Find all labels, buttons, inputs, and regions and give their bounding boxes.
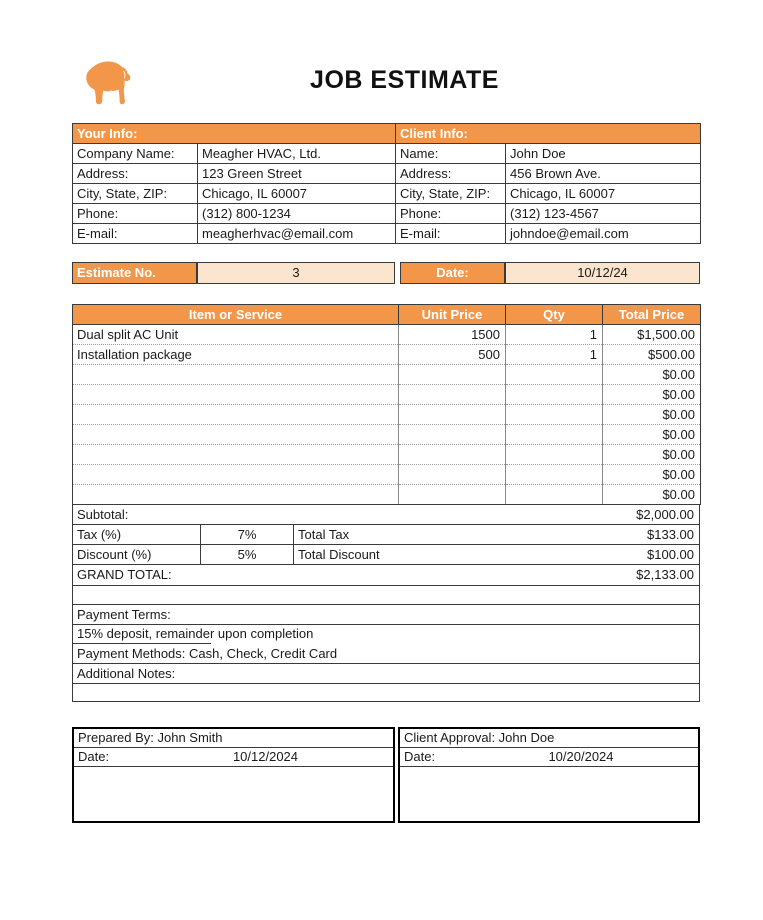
payment-section xyxy=(72,586,700,702)
qty-cell: 1 xyxy=(506,345,603,365)
signature-section xyxy=(72,727,700,823)
payment-terms-label: Payment Terms: xyxy=(73,605,699,625)
your-info-label: City, State, ZIP: xyxy=(73,184,198,204)
item-row xyxy=(73,405,701,425)
item-name-cell: Dual split AC Unit xyxy=(73,325,399,345)
client-info-value: johndoe@email.com xyxy=(506,224,701,244)
total-price-cell: $0.00 xyxy=(603,465,701,485)
total-discount-label: Total Discount xyxy=(298,547,380,562)
unit-price-cell xyxy=(399,385,506,405)
discount-row xyxy=(72,545,700,565)
unit-price-cell xyxy=(399,445,506,465)
grand-total-value: $2,133.00 xyxy=(636,567,694,582)
client-info-value: Chicago, IL 60007 xyxy=(506,184,701,204)
subtotal-label: Subtotal: xyxy=(77,507,129,522)
client-info-label: Phone: xyxy=(396,204,506,224)
contact-info-table xyxy=(72,123,701,244)
item-row xyxy=(73,485,701,505)
unit-price-cell xyxy=(399,425,506,445)
unit-price-cell: 1500 xyxy=(399,325,506,345)
prepared-by-box xyxy=(72,727,395,823)
payment-terms-value: 15% deposit, remainder upon completion xyxy=(73,625,699,644)
prepared-date-row xyxy=(74,748,393,767)
grand-total-label: GRAND TOTAL: xyxy=(77,567,172,582)
client-info-label: Name: xyxy=(396,144,506,164)
total-price-cell: $500.00 xyxy=(603,345,701,365)
unit-price-cell xyxy=(399,465,506,485)
your-info-label: Phone: xyxy=(73,204,198,224)
unit-price-cell xyxy=(399,485,506,505)
item-row xyxy=(73,465,701,485)
prepared-date-label: Date: xyxy=(78,749,110,764)
unit-price-header: Unit Price xyxy=(399,305,506,325)
subtotal-value: $2,000.00 xyxy=(636,507,694,522)
additional-notes-value xyxy=(73,684,699,701)
qty-cell xyxy=(506,445,603,465)
item-row xyxy=(73,365,701,385)
subtotal-row xyxy=(72,505,700,525)
prepared-date-value: 10/12/2024 xyxy=(232,749,299,764)
item-name-cell xyxy=(73,385,399,405)
estimate-no-label: Estimate No. xyxy=(72,262,197,284)
client-info-value: John Doe xyxy=(506,144,701,164)
payment-methods: Payment Methods: Cash, Check, Credit Card xyxy=(73,644,699,664)
qty-cell xyxy=(506,485,603,505)
client-info-label: E-mail: xyxy=(396,224,506,244)
date-label: Date: xyxy=(400,262,505,284)
unit-price-cell xyxy=(399,405,506,425)
unit-price-cell: 500 xyxy=(399,345,506,365)
tax-row xyxy=(72,525,700,545)
contact-info-row xyxy=(73,184,701,204)
total-price-header: Total Price xyxy=(603,305,701,325)
payment-empty-row xyxy=(73,586,699,605)
your-info-label: E-mail: xyxy=(73,224,198,244)
item-name-cell xyxy=(73,485,399,505)
total-price-cell: $1,500.00 xyxy=(603,325,701,345)
client-info-header: Client Info: xyxy=(396,124,701,144)
item-or-service-header: Item or Service xyxy=(73,305,399,325)
total-price-cell: $0.00 xyxy=(603,365,701,385)
contact-info-header-row xyxy=(73,124,701,144)
item-name-cell xyxy=(73,365,399,385)
estimate-body xyxy=(72,123,700,823)
item-row xyxy=(73,325,701,345)
item-name-cell xyxy=(73,405,399,425)
qty-cell xyxy=(506,385,603,405)
total-price-cell: $0.00 xyxy=(603,445,701,465)
client-date-row xyxy=(400,748,698,767)
tax-percent-value: 7% xyxy=(201,525,294,544)
total-price-cell: $0.00 xyxy=(603,405,701,425)
unit-price-cell xyxy=(399,365,506,385)
estimate-meta-row xyxy=(72,262,700,284)
client-info-label: City, State, ZIP: xyxy=(396,184,506,204)
your-info-value: Chicago, IL 60007 xyxy=(198,184,396,204)
estimate-no-value: 3 xyxy=(197,262,395,284)
date-value: 10/12/24 xyxy=(505,262,700,284)
client-approval: Client Approval: John Doe xyxy=(400,729,698,748)
contact-info-row xyxy=(73,164,701,184)
your-info-label: Address: xyxy=(73,164,198,184)
your-info-header: Your Info: xyxy=(73,124,396,144)
client-approval-box xyxy=(398,727,700,823)
discount-percent-value: 5% xyxy=(201,545,294,564)
your-info-value: Meagher HVAC, Ltd. xyxy=(198,144,396,164)
client-info-value: (312) 123-4567 xyxy=(506,204,701,224)
page-title: JOB ESTIMATE xyxy=(310,66,499,94)
your-info-value: (312) 800-1234 xyxy=(198,204,396,224)
client-date-label: Date: xyxy=(404,749,436,764)
item-name-cell xyxy=(73,425,399,445)
additional-notes-label: Additional Notes: xyxy=(73,664,699,684)
qty-cell xyxy=(506,425,603,445)
contact-info-row xyxy=(73,224,701,244)
item-name-cell xyxy=(73,465,399,485)
discount-label: Discount (%) xyxy=(73,545,201,564)
qty-cell: 1 xyxy=(506,325,603,345)
qty-header: Qty xyxy=(506,305,603,325)
client-info-label: Address: xyxy=(396,164,506,184)
total-discount-value: $100.00 xyxy=(647,547,694,562)
your-info-label: Company Name: xyxy=(73,144,198,164)
total-price-cell: $0.00 xyxy=(603,385,701,405)
qty-cell xyxy=(506,365,603,385)
item-row xyxy=(73,445,701,465)
client-date-value: 10/20/2024 xyxy=(548,749,614,764)
client-info-value: 456 Brown Ave. xyxy=(506,164,701,184)
grand-total-row xyxy=(72,565,700,586)
qty-cell xyxy=(506,405,603,425)
items-header-row xyxy=(73,305,701,325)
total-tax-label: Total Tax xyxy=(298,527,350,542)
total-price-cell: $0.00 xyxy=(603,485,701,505)
item-name-cell xyxy=(73,445,399,465)
total-price-cell: $0.00 xyxy=(603,425,701,445)
tax-label: Tax (%) xyxy=(73,525,201,544)
contact-info-row xyxy=(73,204,701,224)
item-name-cell: Installation package xyxy=(73,345,399,365)
your-info-value: 123 Green Street xyxy=(198,164,396,184)
prepared-by: Prepared By: John Smith xyxy=(74,729,393,748)
qty-cell xyxy=(506,465,603,485)
item-row xyxy=(73,345,701,365)
contact-info-row xyxy=(73,144,701,164)
your-info-value: meagherhvac@email.com xyxy=(198,224,396,244)
item-row xyxy=(73,385,701,405)
item-row xyxy=(73,425,701,445)
items-table xyxy=(72,304,701,505)
total-tax-value: $133.00 xyxy=(647,527,694,542)
